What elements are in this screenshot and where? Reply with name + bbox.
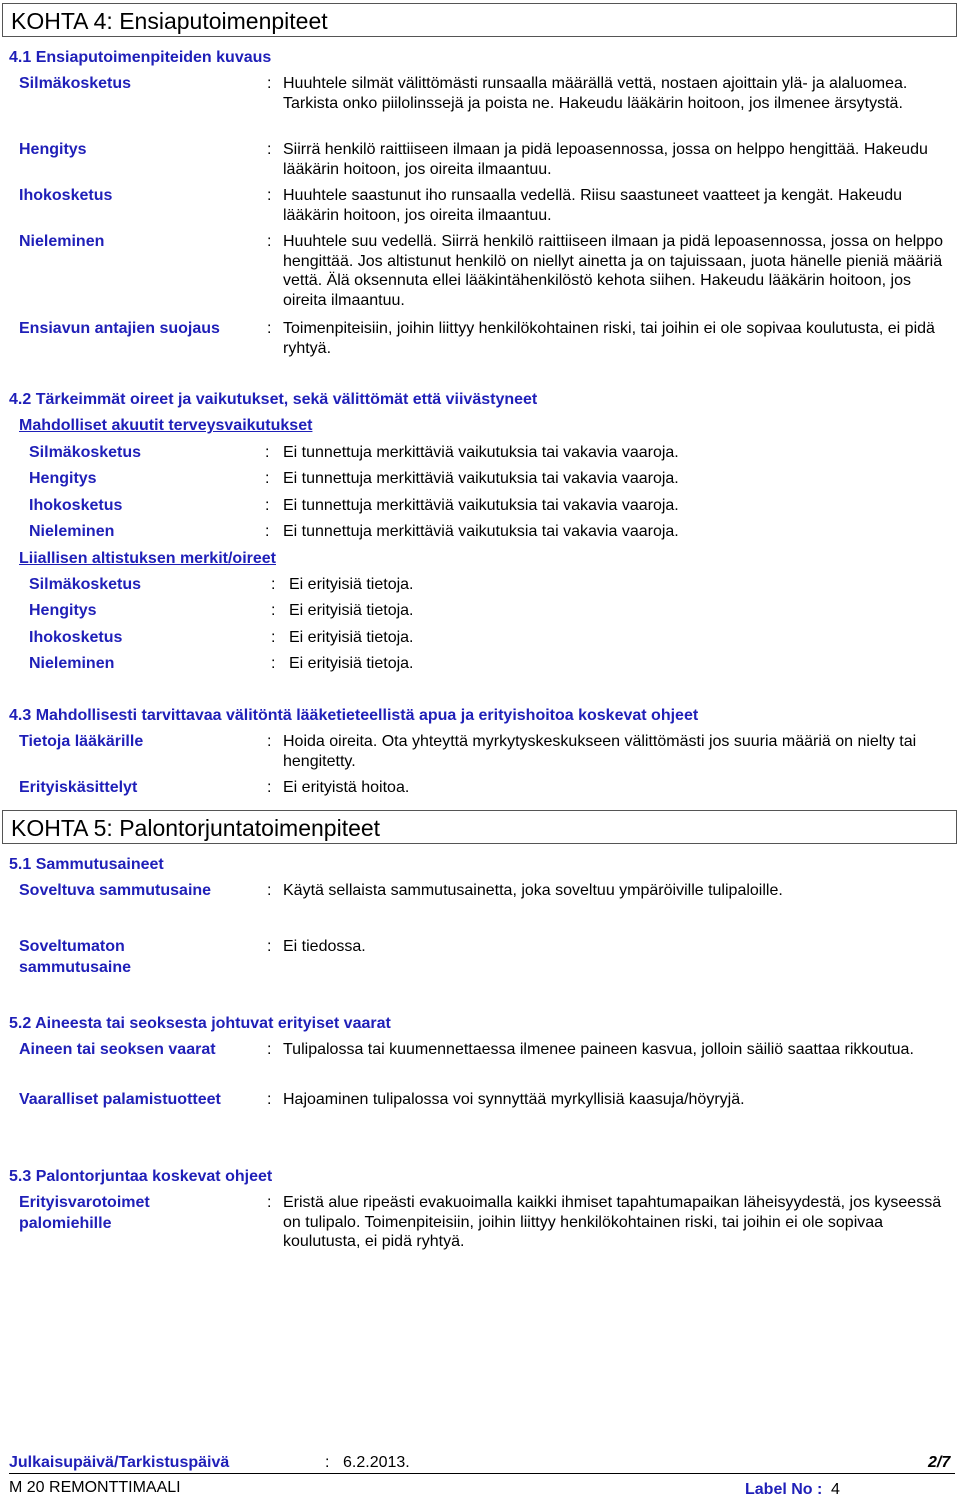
label-firefighter-precautions-line1: Erityisvarotoimet	[19, 1194, 150, 1211]
section-5-title: KOHTA 5: Palontorjuntatoimenpiteet	[11, 815, 381, 841]
overexp-label-skin: Ihokosketus	[29, 629, 123, 646]
colon: :	[267, 187, 272, 204]
acute-effects-heading: Mahdolliset akuutit terveysvaikutukset	[19, 417, 313, 434]
section-4-header	[2, 3, 957, 37]
subsection-5-1-title: 5.1 Sammutusaineet	[9, 856, 164, 873]
label-doctor-info: Tietoja lääkärille	[19, 733, 144, 750]
subsection-5-2-title: 5.2 Aineesta tai seoksesta johtuvat erityiset vaarat	[9, 1015, 391, 1032]
footer-date-value: 6.2.2013.	[343, 1454, 410, 1471]
label-skin-contact: Ihokosketus	[19, 187, 113, 204]
acute-value-inhalation: Ei tunnettuja merkittäviä vaikutuksia tai vakavia vaaroja.	[283, 470, 679, 487]
label-unsuitable-extinguisher-line1: Soveltumaton	[19, 938, 125, 955]
value-inhalation: Siirrä henkilö raittiiseen ilmaan ja pidä lepoasennossa, jossa on helppo hengittää. Hakeudu lääkärin hoitoon, jos oireita ilmaantuu.	[283, 141, 928, 178]
overexp-value-ingestion: Ei erityisiä tietoja.	[289, 655, 414, 672]
footer-label-no-value: 4	[831, 1481, 840, 1498]
colon: :	[267, 779, 272, 796]
colon: :	[267, 1041, 272, 1058]
colon: :	[267, 75, 272, 92]
overexp-value-skin: Ei erityisiä tietoja.	[289, 629, 414, 646]
overexp-label-eye: Silmäkosketus	[29, 576, 142, 593]
footer-page-number: 2/7	[928, 1454, 951, 1471]
value-first-aider-protection: Toimenpiteisiin, joihin liittyy henkilökohtainen riski, tai joihin ei ole sopivaa koulutusta, ei pidä ryhtyä.	[283, 320, 935, 357]
label-combustion-products: Vaaralliset palamistuotteet	[19, 1091, 221, 1108]
footer-label-no-label: Label No :	[745, 1481, 823, 1498]
label-suitable-extinguisher: Soveltuva sammutusaine	[19, 882, 212, 899]
overexposure-heading: Liiallisen altistuksen merkit/oireet	[19, 550, 276, 567]
acute-label-eye: Silmäkosketus	[29, 444, 142, 461]
subsection-5-3-title: 5.3 Palontorjuntaa koskevat ohjeet	[9, 1168, 273, 1185]
footer-divider	[9, 1473, 955, 1474]
subsection-4-2-title: 4.2 Tärkeimmät oireet ja vaikutukset, sekä välittömät että viivästyneet	[9, 391, 538, 408]
acute-label-skin: Ihokosketus	[29, 497, 123, 514]
value-eye-contact: Huuhtele silmät välittömästi runsaalla määrällä vettä, nostaen ajoittain ylä- ja alaluomea. Tarkista onko piilolinssejä ja poista ne. Hakeudu lääkärin hoitoon, jos ilmenee ärsytystä.	[283, 75, 908, 112]
overexp-value-eye: Ei erityisiä tietoja.	[289, 576, 414, 593]
value-suitable-extinguisher: Käytä sellaista sammutusainetta, joka soveltuu ympäröiville tulipaloille.	[283, 882, 783, 899]
subsection-4-3-title: 4.3 Mahdollisesti tarvittavaa välitöntä lääketieteellistä apua ja erityishoitoa koskevat ohjeet	[9, 707, 699, 724]
colon: :	[271, 629, 276, 646]
colon: :	[265, 497, 270, 514]
acute-value-eye: Ei tunnettuja merkittäviä vaikutuksia tai vakavia vaaroja.	[283, 444, 679, 461]
colon: :	[267, 320, 272, 337]
value-doctor-info: Hoida oireita. Ota yhteyttä myrkytyskeskukseen välittömästi jos suuria määriä on nielty tai hengitetty.	[283, 733, 917, 770]
colon: :	[265, 444, 270, 461]
colon: :	[271, 576, 276, 593]
colon: :	[267, 1194, 272, 1211]
subsection-4-1-title: 4.1 Ensiaputoimenpiteiden kuvaus	[9, 49, 272, 66]
footer-date-label: Julkaisupäivä/Tarkistuspäivä	[9, 1454, 230, 1471]
colon: :	[267, 733, 272, 750]
acute-label-inhalation: Hengitys	[29, 470, 97, 487]
value-ingestion: Huuhtele suu vedellä. Siirrä henkilö raittiiseen ilmaan ja pidä lepoasennossa, jossa on helppo hengittää. Jos altistunut henkilö on niellyt ainetta ja on tajuissaan, juota hänelle pieniä määriä vettä. Älä oksennuta ellei lääkintähenkilöstö kehota siihen. Hakeudu lääkärin hoitoon, jos oireita ilmaantuu.	[283, 233, 943, 309]
label-special-treatment: Erityiskäsittelyt	[19, 779, 138, 796]
overexp-label-inhalation: Hengitys	[29, 602, 97, 619]
colon: :	[271, 602, 276, 619]
colon: :	[267, 882, 272, 899]
overexp-value-inhalation: Ei erityisiä tietoja.	[289, 602, 414, 619]
label-substance-hazards: Aineen tai seoksen vaarat	[19, 1041, 216, 1058]
footer-product-name: M 20 REMONTTIMAALI	[9, 1479, 181, 1496]
value-special-treatment: Ei erityistä hoitoa.	[283, 779, 410, 796]
label-inhalation: Hengitys	[19, 141, 87, 158]
colon: :	[271, 655, 276, 672]
label-first-aider-protection: Ensiavun antajien suojaus	[19, 320, 220, 337]
value-substance-hazards: Tulipalossa tai kuumennettaessa ilmenee paineen kasvua, jolloin säiliö saattaa rikkoutua.	[283, 1041, 914, 1058]
acute-value-skin: Ei tunnettuja merkittäviä vaikutuksia tai vakavia vaaroja.	[283, 497, 679, 514]
value-firefighter-precautions: Eristä alue ripeästi evakuoimalla kaikki ihmiset tapahtumapaikan läheisyydestä, jos kyseessä on tulipalo. Toimenpiteisiin, joihin liittyy henkilökohtainen riski, tai joihin ei ole sopivaa koulutusta, ei pidä ryhtyä.	[283, 1194, 942, 1250]
label-eye-contact: Silmäkosketus	[19, 75, 132, 92]
value-skin-contact: Huuhtele saastunut iho runsaalla vedellä. Riisu saastuneet vaatteet ja kengät. Hakeudu lääkärin hoitoon, jos oireita ilmaantuu.	[283, 187, 903, 224]
colon: :	[267, 233, 272, 250]
colon: :	[265, 523, 270, 540]
label-ingestion: Nieleminen	[19, 233, 105, 250]
colon: :	[265, 470, 270, 487]
value-combustion-products: Hajoaminen tulipalossa voi synnyttää myrkyllisiä kaasuja/höyryjä.	[283, 1091, 745, 1108]
acute-label-ingestion: Nieleminen	[29, 523, 115, 540]
label-firefighter-precautions-line2: palomiehille	[19, 1215, 112, 1232]
colon: :	[267, 1091, 272, 1108]
colon: :	[267, 938, 272, 955]
colon: :	[267, 141, 272, 158]
label-unsuitable-extinguisher-line2: sammutusaine	[19, 959, 132, 976]
value-unsuitable-extinguisher: Ei tiedossa.	[283, 938, 366, 955]
acute-value-ingestion: Ei tunnettuja merkittäviä vaikutuksia tai vakavia vaaroja.	[283, 523, 679, 540]
overexp-label-ingestion: Nieleminen	[29, 655, 115, 672]
section-4-title: KOHTA 4: Ensiaputoimenpiteet	[11, 8, 328, 34]
colon: :	[325, 1454, 330, 1471]
section-5-header	[2, 810, 957, 844]
